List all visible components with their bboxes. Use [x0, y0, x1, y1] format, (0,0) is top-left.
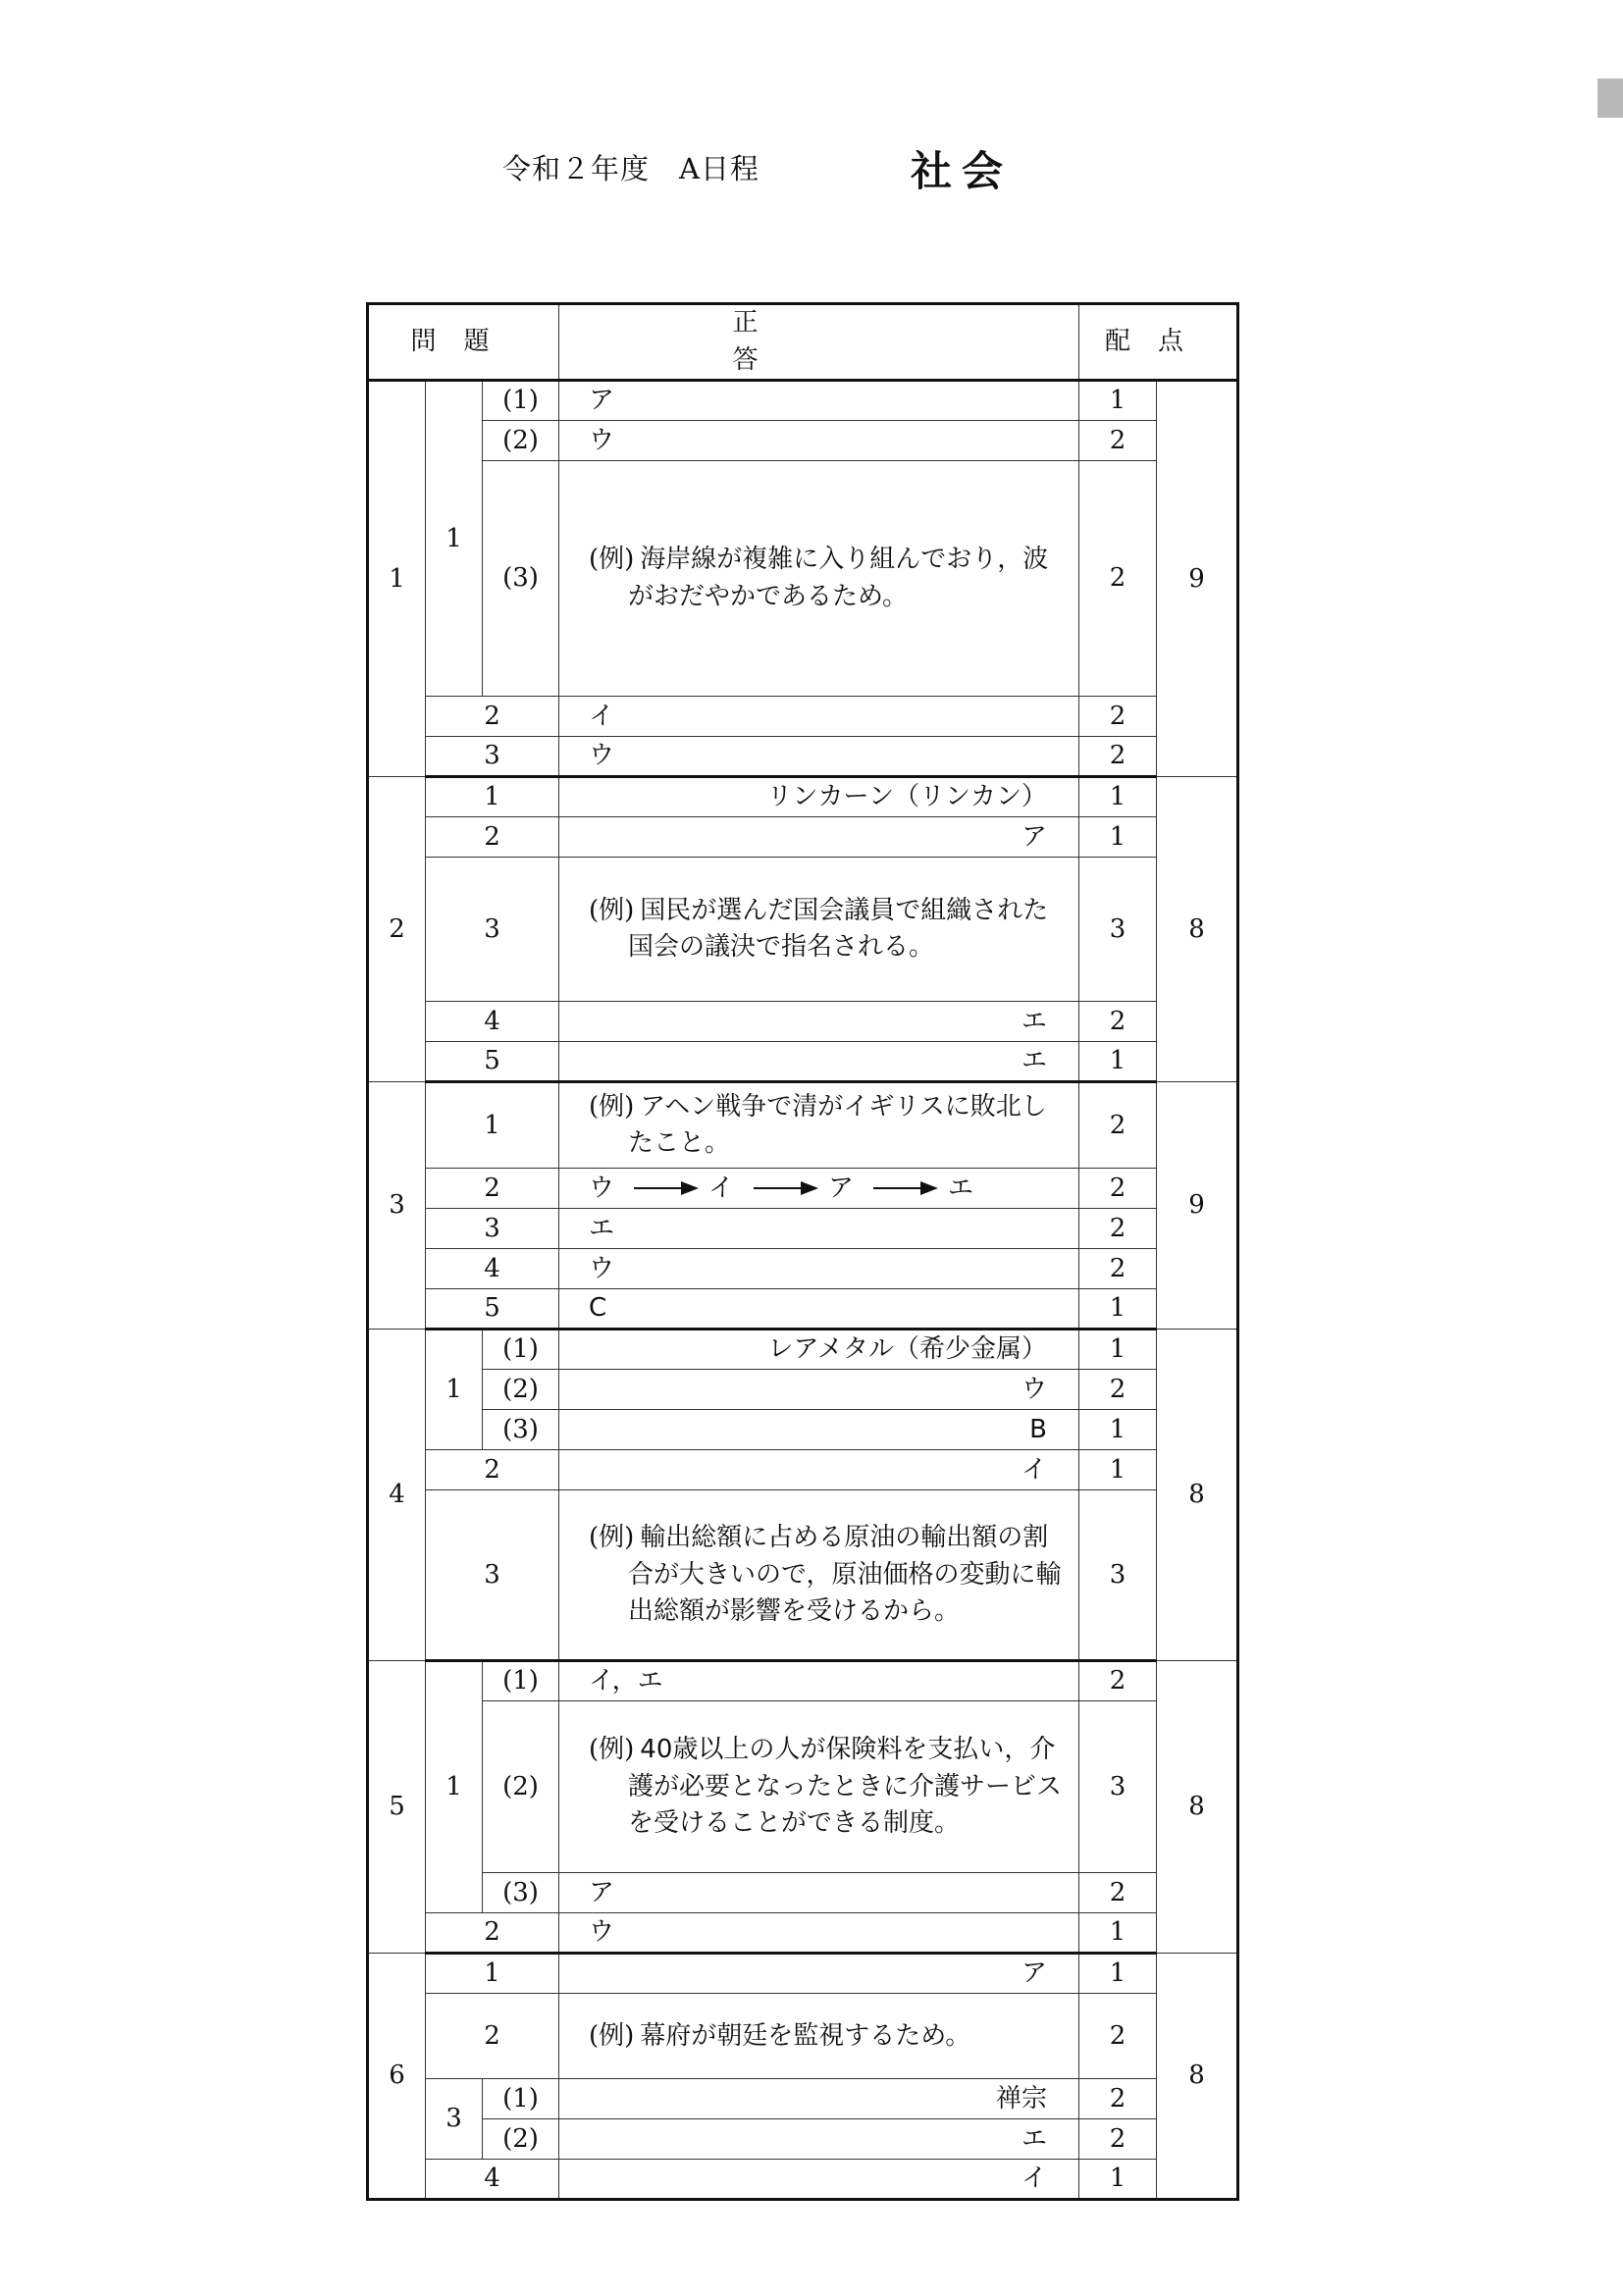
points-cell: 2	[1079, 1370, 1157, 1410]
item-number: (3)	[483, 1410, 559, 1450]
answer-cell: ウ	[559, 1249, 1079, 1289]
table-row	[368, 858, 1238, 1002]
table-row	[368, 2160, 1238, 2200]
table-row	[368, 1370, 1238, 1410]
header-row	[368, 304, 1238, 381]
question-number: 2	[368, 777, 426, 1082]
total-points: 9	[1157, 1082, 1238, 1330]
item-number: 2	[426, 1169, 559, 1209]
answer-cell: C	[559, 1289, 1079, 1330]
points-cell: 3	[1079, 1490, 1157, 1661]
answer-cell: ア	[559, 1873, 1079, 1913]
table-row	[368, 1082, 1238, 1169]
item-number: (2)	[483, 2119, 559, 2160]
table-row	[368, 2079, 1238, 2119]
points-cell: 2	[1079, 1994, 1157, 2079]
answer-cell: ウ	[559, 1913, 1079, 1954]
sub-question-number: 1	[426, 1661, 483, 1913]
answer-cell	[559, 1490, 1079, 1661]
points-cell: 2	[1079, 1209, 1157, 1249]
item-number: 3	[426, 1490, 559, 1661]
points-cell: 1	[1079, 1954, 1157, 1994]
sub-question-number: 3	[426, 2079, 483, 2160]
answer-sequence	[559, 1169, 1079, 1209]
arrow-right-icon	[873, 1187, 934, 1189]
table-row	[368, 1661, 1238, 1701]
total-points: 8	[1157, 1954, 1238, 2200]
answer-cell	[559, 1994, 1079, 2079]
table-row	[368, 1410, 1238, 1450]
example-marker: (例)	[589, 2020, 635, 2051]
item-number: 2	[426, 697, 559, 737]
answer-text: アヘン戦争で清がイギリスに敗北したこと。	[628, 1091, 1047, 1159]
table-row	[368, 1873, 1238, 1913]
exam-label: 令和２年度 A日程	[502, 152, 759, 185]
answer-cell: レアメタル（希少金属）	[559, 1330, 1079, 1370]
points-cell: 2	[1079, 1873, 1157, 1913]
item-number: (1)	[483, 1661, 559, 1701]
item-number: (2)	[483, 421, 559, 461]
answer-cell	[559, 1701, 1079, 1873]
points-cell: 2	[1079, 2119, 1157, 2160]
table-row	[368, 1701, 1238, 1873]
item-number: 1	[426, 777, 559, 817]
example-marker: (例)	[589, 1522, 635, 1552]
subject-title: 社会	[911, 147, 1014, 195]
question-number: 3	[368, 1082, 426, 1330]
item-number: 2	[426, 817, 559, 858]
item-number: 3	[426, 858, 559, 1002]
points-cell: 2	[1079, 421, 1157, 461]
col-points-header: 配点	[1079, 304, 1238, 381]
question-number: 4	[368, 1330, 426, 1661]
answer-cell: ア	[559, 817, 1079, 858]
example-marker: (例)	[589, 545, 635, 575]
question-number: 6	[368, 1954, 426, 2200]
example-marker: (例)	[589, 895, 635, 925]
points-cell: 1	[1079, 381, 1157, 421]
answer-text: 幕府が朝廷を監視するため。	[640, 2020, 971, 2051]
answer-cell: リンカーン（リンカン）	[559, 777, 1079, 817]
answer-cell	[559, 461, 1079, 697]
points-cell: 2	[1079, 1249, 1157, 1289]
answer-text: 40歳以上の人が保険料を支払い，介護が必要となったときに介護サービスを受けることができる制度。	[628, 1734, 1063, 1839]
table-row	[368, 1209, 1238, 1249]
item-number: 2	[426, 1913, 559, 1954]
answer-cell: エ	[559, 1002, 1079, 1042]
question-number: 5	[368, 1661, 426, 1954]
question-number: 1	[368, 381, 426, 777]
answer-cell: ウ	[559, 1370, 1079, 1410]
item-number: (1)	[483, 1330, 559, 1370]
total-points: 8	[1157, 1330, 1238, 1661]
table-row	[368, 461, 1238, 697]
total-points: 8	[1157, 1661, 1238, 1954]
answer-cell: イ，エ	[559, 1661, 1079, 1701]
points-cell: 3	[1079, 1701, 1157, 1873]
item-number: 5	[426, 1289, 559, 1330]
answer-cell: 禅宗	[559, 2079, 1079, 2119]
sub-question-number: 1	[426, 381, 483, 697]
answer-text: 海岸線が複雑に入り組んでおり，波がおだやかであるため。	[628, 545, 1049, 611]
points-cell: 2	[1079, 1082, 1157, 1169]
table-row	[368, 1913, 1238, 1954]
answer-cell: ウ	[559, 737, 1079, 777]
item-number: (1)	[483, 381, 559, 421]
table-row	[368, 737, 1238, 777]
total-points: 8	[1157, 777, 1238, 1082]
points-cell: 1	[1079, 1330, 1157, 1370]
item-number: (3)	[483, 1873, 559, 1913]
points-cell: 1	[1079, 2160, 1157, 2200]
answer-cell: イ	[559, 2160, 1079, 2200]
answer-cell: ア	[559, 381, 1079, 421]
example-marker: (例)	[589, 1734, 635, 1764]
answer-cell: ア	[559, 1954, 1079, 1994]
points-cell: 1	[1079, 1410, 1157, 1450]
col-answer-header: 正答	[559, 304, 1079, 381]
sequence-item: エ	[948, 1173, 974, 1203]
table-row	[368, 697, 1238, 737]
table-row	[368, 1002, 1238, 1042]
table-row	[368, 1289, 1238, 1330]
points-cell: 1	[1079, 777, 1157, 817]
points-cell: 2	[1079, 461, 1157, 697]
item-number: (1)	[483, 2079, 559, 2119]
page-tab-marker	[1597, 78, 1623, 118]
example-marker: (例)	[589, 1091, 635, 1122]
table-row	[368, 1954, 1238, 1994]
sequence-item: イ	[708, 1173, 735, 1203]
item-number: 4	[426, 2160, 559, 2200]
item-number: 5	[426, 1042, 559, 1082]
answer-cell: B	[559, 1410, 1079, 1450]
table-row	[368, 1169, 1238, 1209]
item-number: 1	[426, 1082, 559, 1169]
table-row	[368, 1330, 1238, 1370]
arrow-right-icon	[634, 1187, 695, 1189]
item-number: (2)	[483, 1701, 559, 1873]
item-number: 2	[426, 1994, 559, 2079]
sequence-item: ウ	[589, 1173, 615, 1203]
answer-cell: エ	[559, 1209, 1079, 1249]
points-cell: 1	[1079, 1913, 1157, 1954]
table-row	[368, 421, 1238, 461]
points-cell: 1	[1079, 1289, 1157, 1330]
item-number: 3	[426, 737, 559, 777]
table-row	[368, 777, 1238, 817]
answer-cell	[559, 1082, 1079, 1169]
points-cell: 2	[1079, 1169, 1157, 1209]
points-cell: 1	[1079, 1450, 1157, 1490]
table-row	[368, 1994, 1238, 2079]
points-cell: 1	[1079, 817, 1157, 858]
item-number: 1	[426, 1954, 559, 1994]
col-question-header: 問題	[368, 304, 559, 381]
points-cell: 2	[1079, 737, 1157, 777]
total-points: 9	[1157, 381, 1238, 777]
answer-cell: イ	[559, 697, 1079, 737]
item-number: (2)	[483, 1370, 559, 1410]
table-row	[368, 2119, 1238, 2160]
item-number: (3)	[483, 461, 559, 697]
answer-text: 輸出総額に占める原油の輸出額の割合が大きいので，原油価格の変動に輸出総額が影響を受けるから。	[628, 1522, 1062, 1627]
table-row	[368, 1249, 1238, 1289]
sub-question-number: 1	[426, 1330, 483, 1450]
points-cell: 2	[1079, 697, 1157, 737]
answer-text: 国民が選んだ国会議員で組織された国会の議決で指名される。	[628, 895, 1049, 963]
answer-cell: エ	[559, 2119, 1079, 2160]
table-row	[368, 1042, 1238, 1082]
arrow-right-icon	[754, 1187, 814, 1189]
table-row	[368, 817, 1238, 858]
table-row	[368, 1490, 1238, 1661]
points-cell: 1	[1079, 1042, 1157, 1082]
sequence-item: ア	[828, 1173, 855, 1203]
table-row	[368, 1450, 1238, 1490]
points-cell: 2	[1079, 2079, 1157, 2119]
answer-cell: ウ	[559, 421, 1079, 461]
points-cell: 2	[1079, 1661, 1157, 1701]
item-number: 3	[426, 1209, 559, 1249]
points-cell: 3	[1079, 858, 1157, 1002]
answer-cell: イ	[559, 1450, 1079, 1490]
answer-cell: エ	[559, 1042, 1079, 1082]
answer-key-table	[366, 302, 1239, 2201]
answer-cell	[559, 858, 1079, 1002]
points-cell: 2	[1079, 1002, 1157, 1042]
item-number: 2	[426, 1450, 559, 1490]
item-number: 4	[426, 1002, 559, 1042]
table-row	[368, 381, 1238, 421]
item-number: 4	[426, 1249, 559, 1289]
